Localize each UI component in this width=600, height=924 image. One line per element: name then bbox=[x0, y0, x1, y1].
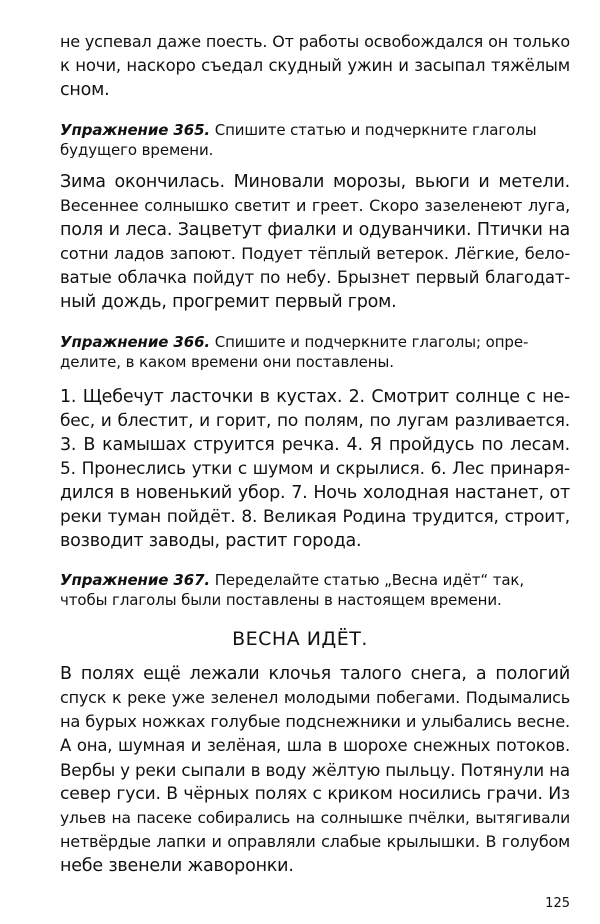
intro-line: не успевал даже поесть. От работы освобождался он только bbox=[60, 32, 570, 51]
exercise-366-text-line: 1. Щебечут ласточки в кустах. 2. Смотрит солнце с не- bbox=[60, 387, 570, 407]
exercise-367-text-line: В полях ещё лежали клочья талого снега, а пологий bbox=[60, 664, 570, 684]
exercise-365-text-line: сотни ладов запоют. Подует тёплый ветерок. Лёгкие, бело- bbox=[60, 244, 570, 263]
exercise-366-text-line: 3. В камышах струится речка. 4. Я пройдусь по лесам. bbox=[60, 435, 570, 455]
exercise-366-label: Упражнение 366. bbox=[60, 333, 211, 351]
exercise-366-text-line: 5. Пронеслись утки с шумом и скрылися. 6. Лес принаря- bbox=[60, 459, 570, 479]
exercise-366-text-line: бес, и блестит, и горит, по полям, по лугам разливается. bbox=[60, 411, 570, 431]
exercise-367-instruction bbox=[60, 570, 570, 590]
exercise-365-text-line: ватые облачка пойдут по небу. Брызнет первый благодат- bbox=[60, 268, 570, 287]
exercise-367-text-line: спуск к реке уже зеленел молодыми побегами. Подымались bbox=[60, 688, 570, 707]
exercise-365-instruction bbox=[60, 120, 570, 140]
intro-line: к ночи, наскоро съедал скудный ужин и засыпал тяжёлым bbox=[60, 56, 570, 75]
exercise-367-text-line: Вербы у реки сыпали в воду жёлтую пыльцу. Потянули на bbox=[60, 760, 570, 780]
exercise-367-instruction-line: чтобы глаголы были поставлены в настоящем времени. bbox=[60, 591, 502, 609]
exercise-367-text-line: небе звенели жаворонки. bbox=[60, 856, 294, 876]
exercise-367-label: Упражнение 367. bbox=[60, 571, 211, 589]
exercise-367-instruction-text: Переделайте статью „Весна идёт“ так, bbox=[214, 571, 525, 589]
page-number: 125 bbox=[545, 896, 570, 911]
exercise-366-instruction-text: Спишите и подчеркните глаголы; опре- bbox=[214, 333, 529, 351]
intro-line: сном. bbox=[60, 80, 110, 100]
exercise-367-text-line: нетвёрдые лапки и оправляли слабые крылышки. В голубом bbox=[60, 832, 570, 851]
exercise-365-instruction-text: Спишите статью и подчеркните глаголы bbox=[214, 121, 537, 139]
exercise-365-text-line: ный дождь, прогремит первый гром. bbox=[60, 292, 397, 312]
exercise-367-text-line: север гуси. В чёрных полях с криком носились грачи. Из bbox=[60, 784, 570, 804]
exercise-367-text-line: ульев на пасеке собирались на солнышке пчёлки, вытягивали bbox=[60, 809, 570, 827]
exercise-367-text-line: А она, шумная и зелёная, шла в шорохе снежных потоков. bbox=[60, 736, 570, 755]
exercise-367-text-line: на бурых ножках голубые подснежники и улыбались весне. bbox=[60, 712, 570, 731]
exercise-366-text-line: возводит заводы, растит города. bbox=[60, 531, 362, 551]
exercise-366-instruction-line: делите, в каком времени они поставлены. bbox=[60, 353, 394, 371]
exercise-366-text-line: дился в новенький убор. 7. Ночь холодная настанет, от bbox=[60, 483, 570, 503]
exercise-365-text-line: поля и леса. Зацветут фиалки и одуванчики. Птички на bbox=[60, 220, 570, 240]
exercise-366-instruction bbox=[60, 332, 570, 352]
exercise-365-instruction-line: будущего времени. bbox=[60, 141, 214, 159]
exercise-365-label: Упражнение 365. bbox=[60, 121, 211, 139]
story-title: ВЕСНА ИДЁТ. bbox=[232, 628, 368, 650]
exercise-365-text-line: Весеннее солнышко светит и греет. Скоро зазеленеют луга, bbox=[60, 196, 570, 215]
exercise-366-text-line: реки туман пойдёт. 8. Великая Родина трудится, строит, bbox=[60, 507, 570, 527]
exercise-365-text-line: Зима окончилась. Миновали морозы, вьюги и метели. bbox=[60, 172, 570, 192]
